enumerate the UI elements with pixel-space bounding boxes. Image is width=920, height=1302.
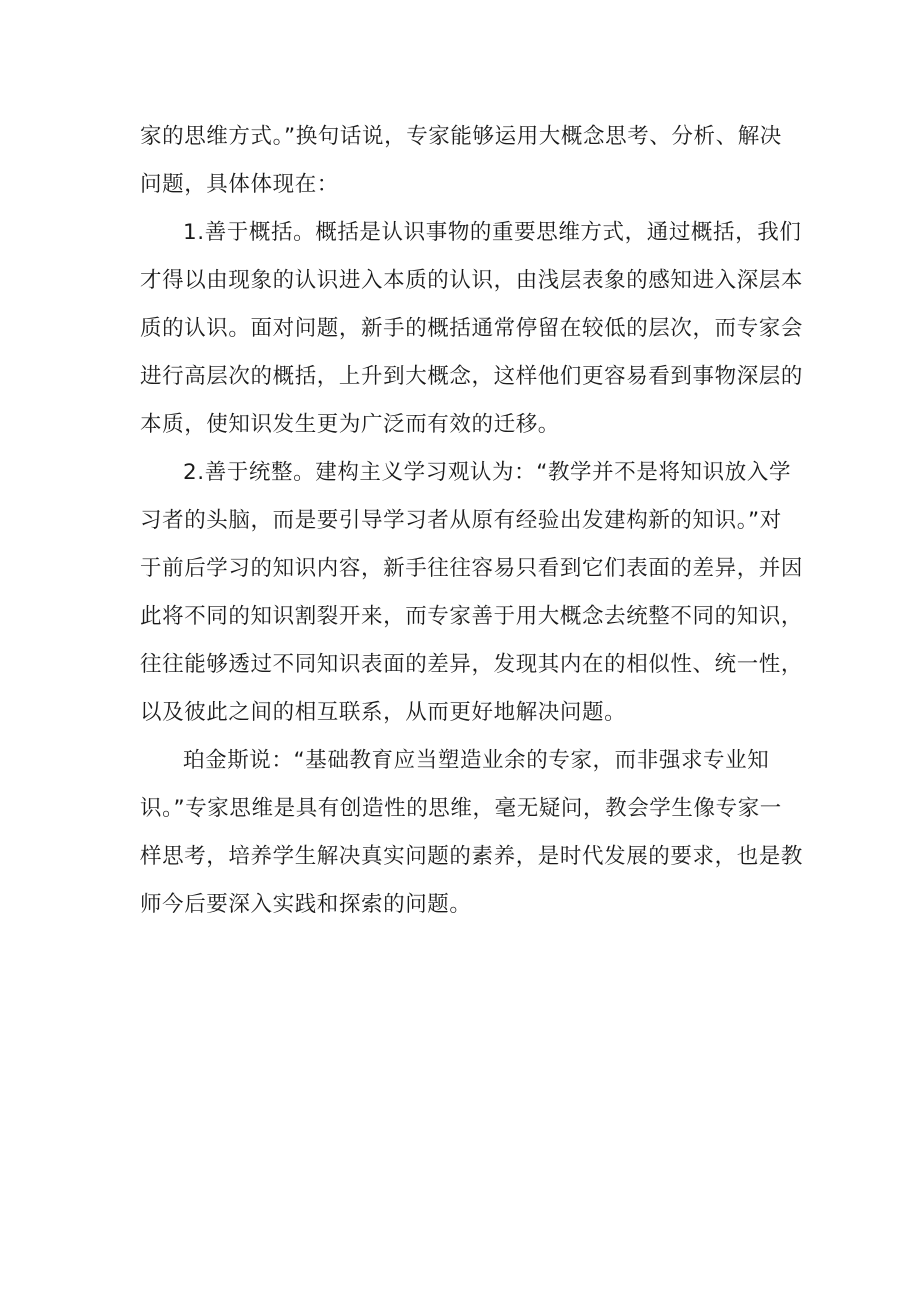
paragraph-point-2: [140, 449, 804, 737]
text-line: 质的认识。面对问题，新手的概括通常停留在较低的层次，而专家会: [140, 316, 804, 341]
text-line: 以及彼此之间的相互联系，从而更好地解决问题。: [140, 700, 627, 725]
text-line: 识。”专家思维是具有创造性的思维，毫无疑问，教会学生像专家一: [140, 796, 782, 821]
text-line: 家的思维方式。”换句话说，专家能够运用大概念思考、分析、解决: [140, 124, 782, 149]
text-line: 此将不同的知识割裂开来，而专家善于用大概念去统整不同的知识，: [140, 604, 804, 629]
text-line: 往往能够透过不同知识表面的差异，发现其内在的相似性、统一性，: [140, 652, 804, 677]
text-line: 才得以由现象的认识进入本质的认识，由浅层表象的感知进入深层本: [140, 268, 804, 293]
text-line: 本质，使知识发生更为广泛而有效的迁移。: [140, 412, 560, 437]
body-text: [140, 113, 804, 929]
text-line: 1.善于概括。概括是认识事物的重要思维方式，通过概括，我们: [183, 220, 802, 245]
text-line: 进行高层次的概括，上升到大概念，这样他们更容易看到事物深层的: [140, 364, 804, 389]
text-line: 样思考，培养学生解决真实问题的素养，是时代发展的要求，也是教: [140, 844, 804, 869]
text-line: 珀金斯说：“基础教育应当塑造业余的专家，而非强求专业知: [183, 748, 770, 773]
paragraph-intro-continuation: [140, 113, 785, 209]
text-line: 师今后要深入实践和探索的问题。: [140, 892, 472, 917]
paragraph-point-1: [140, 209, 804, 449]
paragraph-conclusion: [140, 737, 804, 929]
text-line: 2.善于统整。建构主义学习观认为：“教学并不是将知识放入学: [183, 460, 792, 485]
text-line: 问题，具体体现在：: [140, 172, 339, 197]
text-line: 于前后学习的知识内容，新手往往容易只看到它们表面的差异，并因: [140, 556, 804, 581]
text-line: 习者的头脑，而是要引导学习者从原有经验出发建构新的知识。”对: [140, 508, 782, 533]
